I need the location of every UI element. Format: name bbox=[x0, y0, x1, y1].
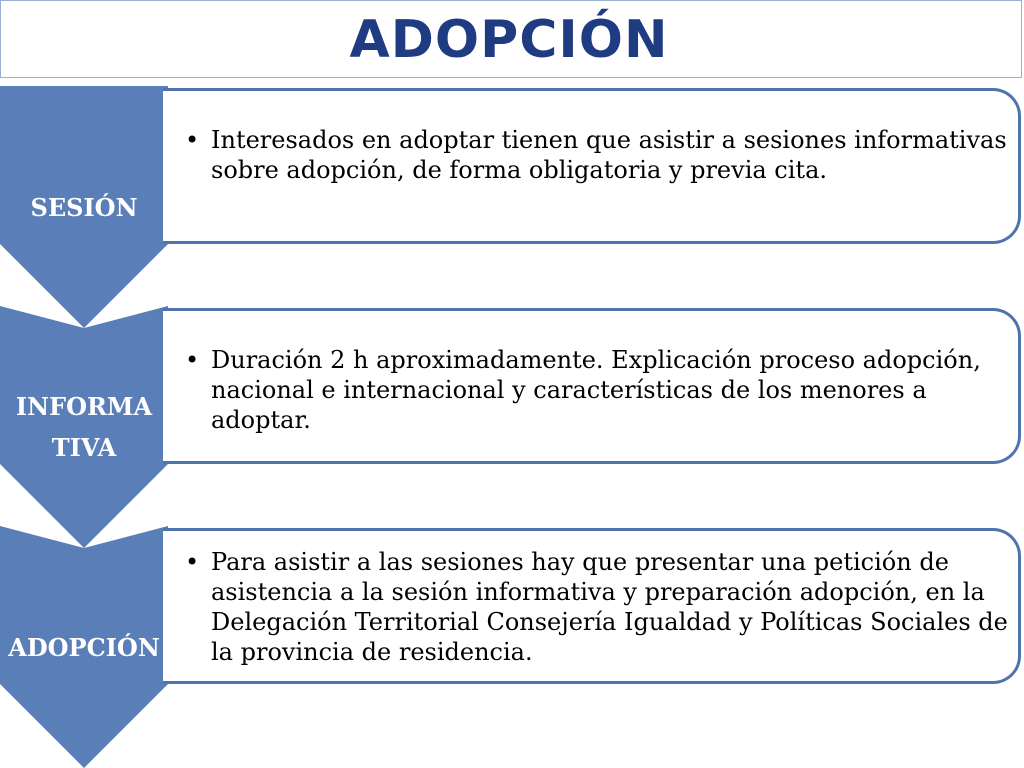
step-2-label-line2: TIVA bbox=[51, 433, 117, 462]
step-3-label: ADOPCIÓN bbox=[8, 633, 160, 662]
step-3-list bbox=[185, 547, 1012, 667]
step-1-text: • Interesados en adoptar tienen que asistir a sesiones informativas sobre adopción, de forma obligatoria y previa cita. bbox=[185, 125, 1012, 185]
step-1-label: SESIÓN bbox=[30, 193, 138, 222]
page-title-text: ADOPCIÓN bbox=[349, 10, 669, 70]
step-2-label-line1: INFORMA bbox=[15, 392, 153, 421]
step-3-text: • Para asistir a las sesiones hay que presentar una petición de asistencia a la sesión informativa y preparación adopción, en la Delegación Territorial Consejería Igualdad y Políticas Sociales de la provincia de residencia. bbox=[185, 547, 1012, 667]
step-3-card bbox=[163, 528, 1021, 684]
chevron-step-2 bbox=[0, 306, 168, 548]
step-2-card bbox=[163, 308, 1021, 464]
step-2-list bbox=[185, 345, 1012, 435]
step-1-card bbox=[163, 88, 1021, 244]
step-1-list bbox=[185, 125, 1012, 185]
step-2-text: • Duración 2 h aproximadamente. Explicación proceso adopción, nacional e internacional y características de los menores a adoptar. bbox=[185, 345, 1012, 435]
